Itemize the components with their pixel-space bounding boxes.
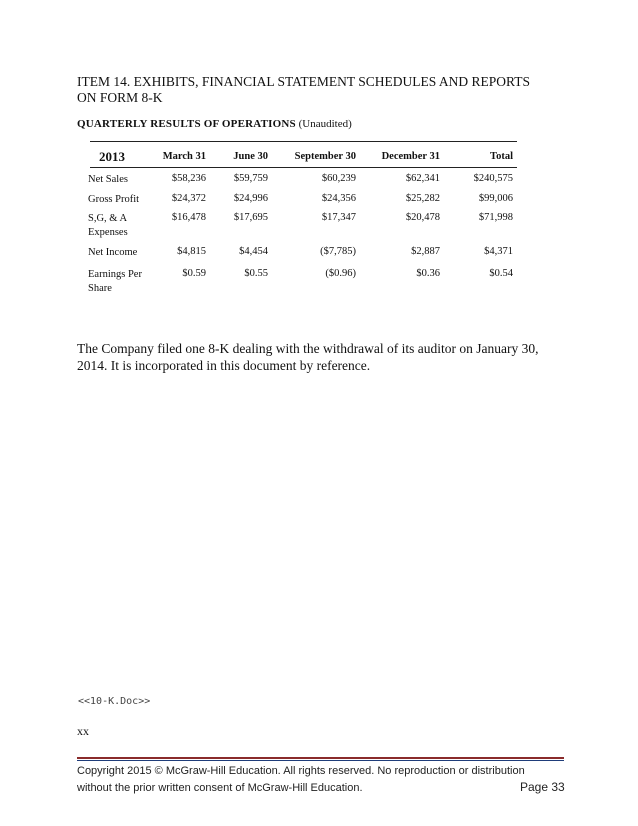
row-label: Net Income: [88, 247, 138, 258]
table-cell: $0.36: [416, 268, 440, 279]
document-reference: <<10-K.Doc>>: [78, 696, 151, 707]
table-cell: $4,454: [239, 246, 268, 257]
column-header-december: December 31: [381, 151, 440, 162]
table-cell: ($7,785): [320, 246, 356, 257]
table-cell: $59,759: [233, 173, 268, 184]
table-cell: $71,998: [478, 212, 513, 223]
table-cell: $2,887: [411, 246, 440, 257]
table-caption-note: (Unaudited): [298, 118, 352, 130]
column-header-total: Total: [490, 151, 513, 162]
footer-rule-blue: [77, 760, 564, 761]
table-cell: $17,695: [233, 212, 268, 223]
footer-copyright-line2: without the prior written consent of McGraw-Hill Education.: [77, 782, 363, 794]
table-cell: $17,347: [321, 212, 356, 223]
table-cell: $99,006: [478, 193, 513, 204]
table-top-rule: [90, 141, 517, 142]
body-paragraph: The Company filed one 8-K dealing with the withdrawal of its auditor on January 30, 2014. It is incorporated in this document by reference.: [77, 341, 539, 373]
table-cell: $24,996: [233, 193, 268, 204]
table-cell: $58,236: [171, 173, 206, 184]
table-cell: $62,341: [405, 173, 440, 184]
table-cell: $24,372: [171, 193, 206, 204]
table-caption-title: QUARTERLY RESULTS OF OPERATIONS: [77, 118, 296, 130]
footer-copyright: [77, 763, 564, 797]
footer-copyright-line1: Copyright 2015 © McGraw-Hill Education. All rights reserved. No reproduction or distribution: [77, 765, 525, 777]
table-cell: $0.55: [244, 268, 268, 279]
column-header-june: June 30: [233, 151, 268, 162]
table-cell: $0.59: [182, 268, 206, 279]
row-label: Earnings Per Share: [88, 269, 142, 294]
table-cell: $4,371: [484, 246, 513, 257]
row-label: Net Sales: [88, 174, 128, 185]
footer-rule-red: [77, 757, 564, 759]
row-label: Gross Profit: [88, 194, 140, 205]
table-cell: $60,239: [321, 173, 356, 184]
table-cell: $4,815: [177, 246, 206, 257]
column-header-march: March 31: [162, 151, 206, 162]
table-cell: $20,478: [405, 212, 440, 223]
table-cell: $0.54: [489, 268, 513, 279]
table-cell: $24,356: [321, 193, 356, 204]
section-heading: ITEM 14. EXHIBITS, FINANCIAL STATEMENT SCHEDULES AND REPORTS ON FORM 8-K: [77, 74, 530, 105]
row-label: S,G, & A Expenses: [88, 213, 128, 238]
table-cell: $16,478: [171, 212, 206, 223]
table-cell: ($0.96): [325, 268, 356, 279]
column-header-september: September 30: [294, 151, 356, 162]
page-number: Page 33: [520, 780, 565, 794]
table-caption: [77, 118, 352, 130]
table-cell: $25,282: [405, 193, 440, 204]
placeholder-text: xx: [77, 724, 89, 738]
table-header-rule: [90, 167, 517, 168]
table-cell: $240,575: [473, 173, 513, 184]
table-year: 2013: [99, 149, 125, 164]
